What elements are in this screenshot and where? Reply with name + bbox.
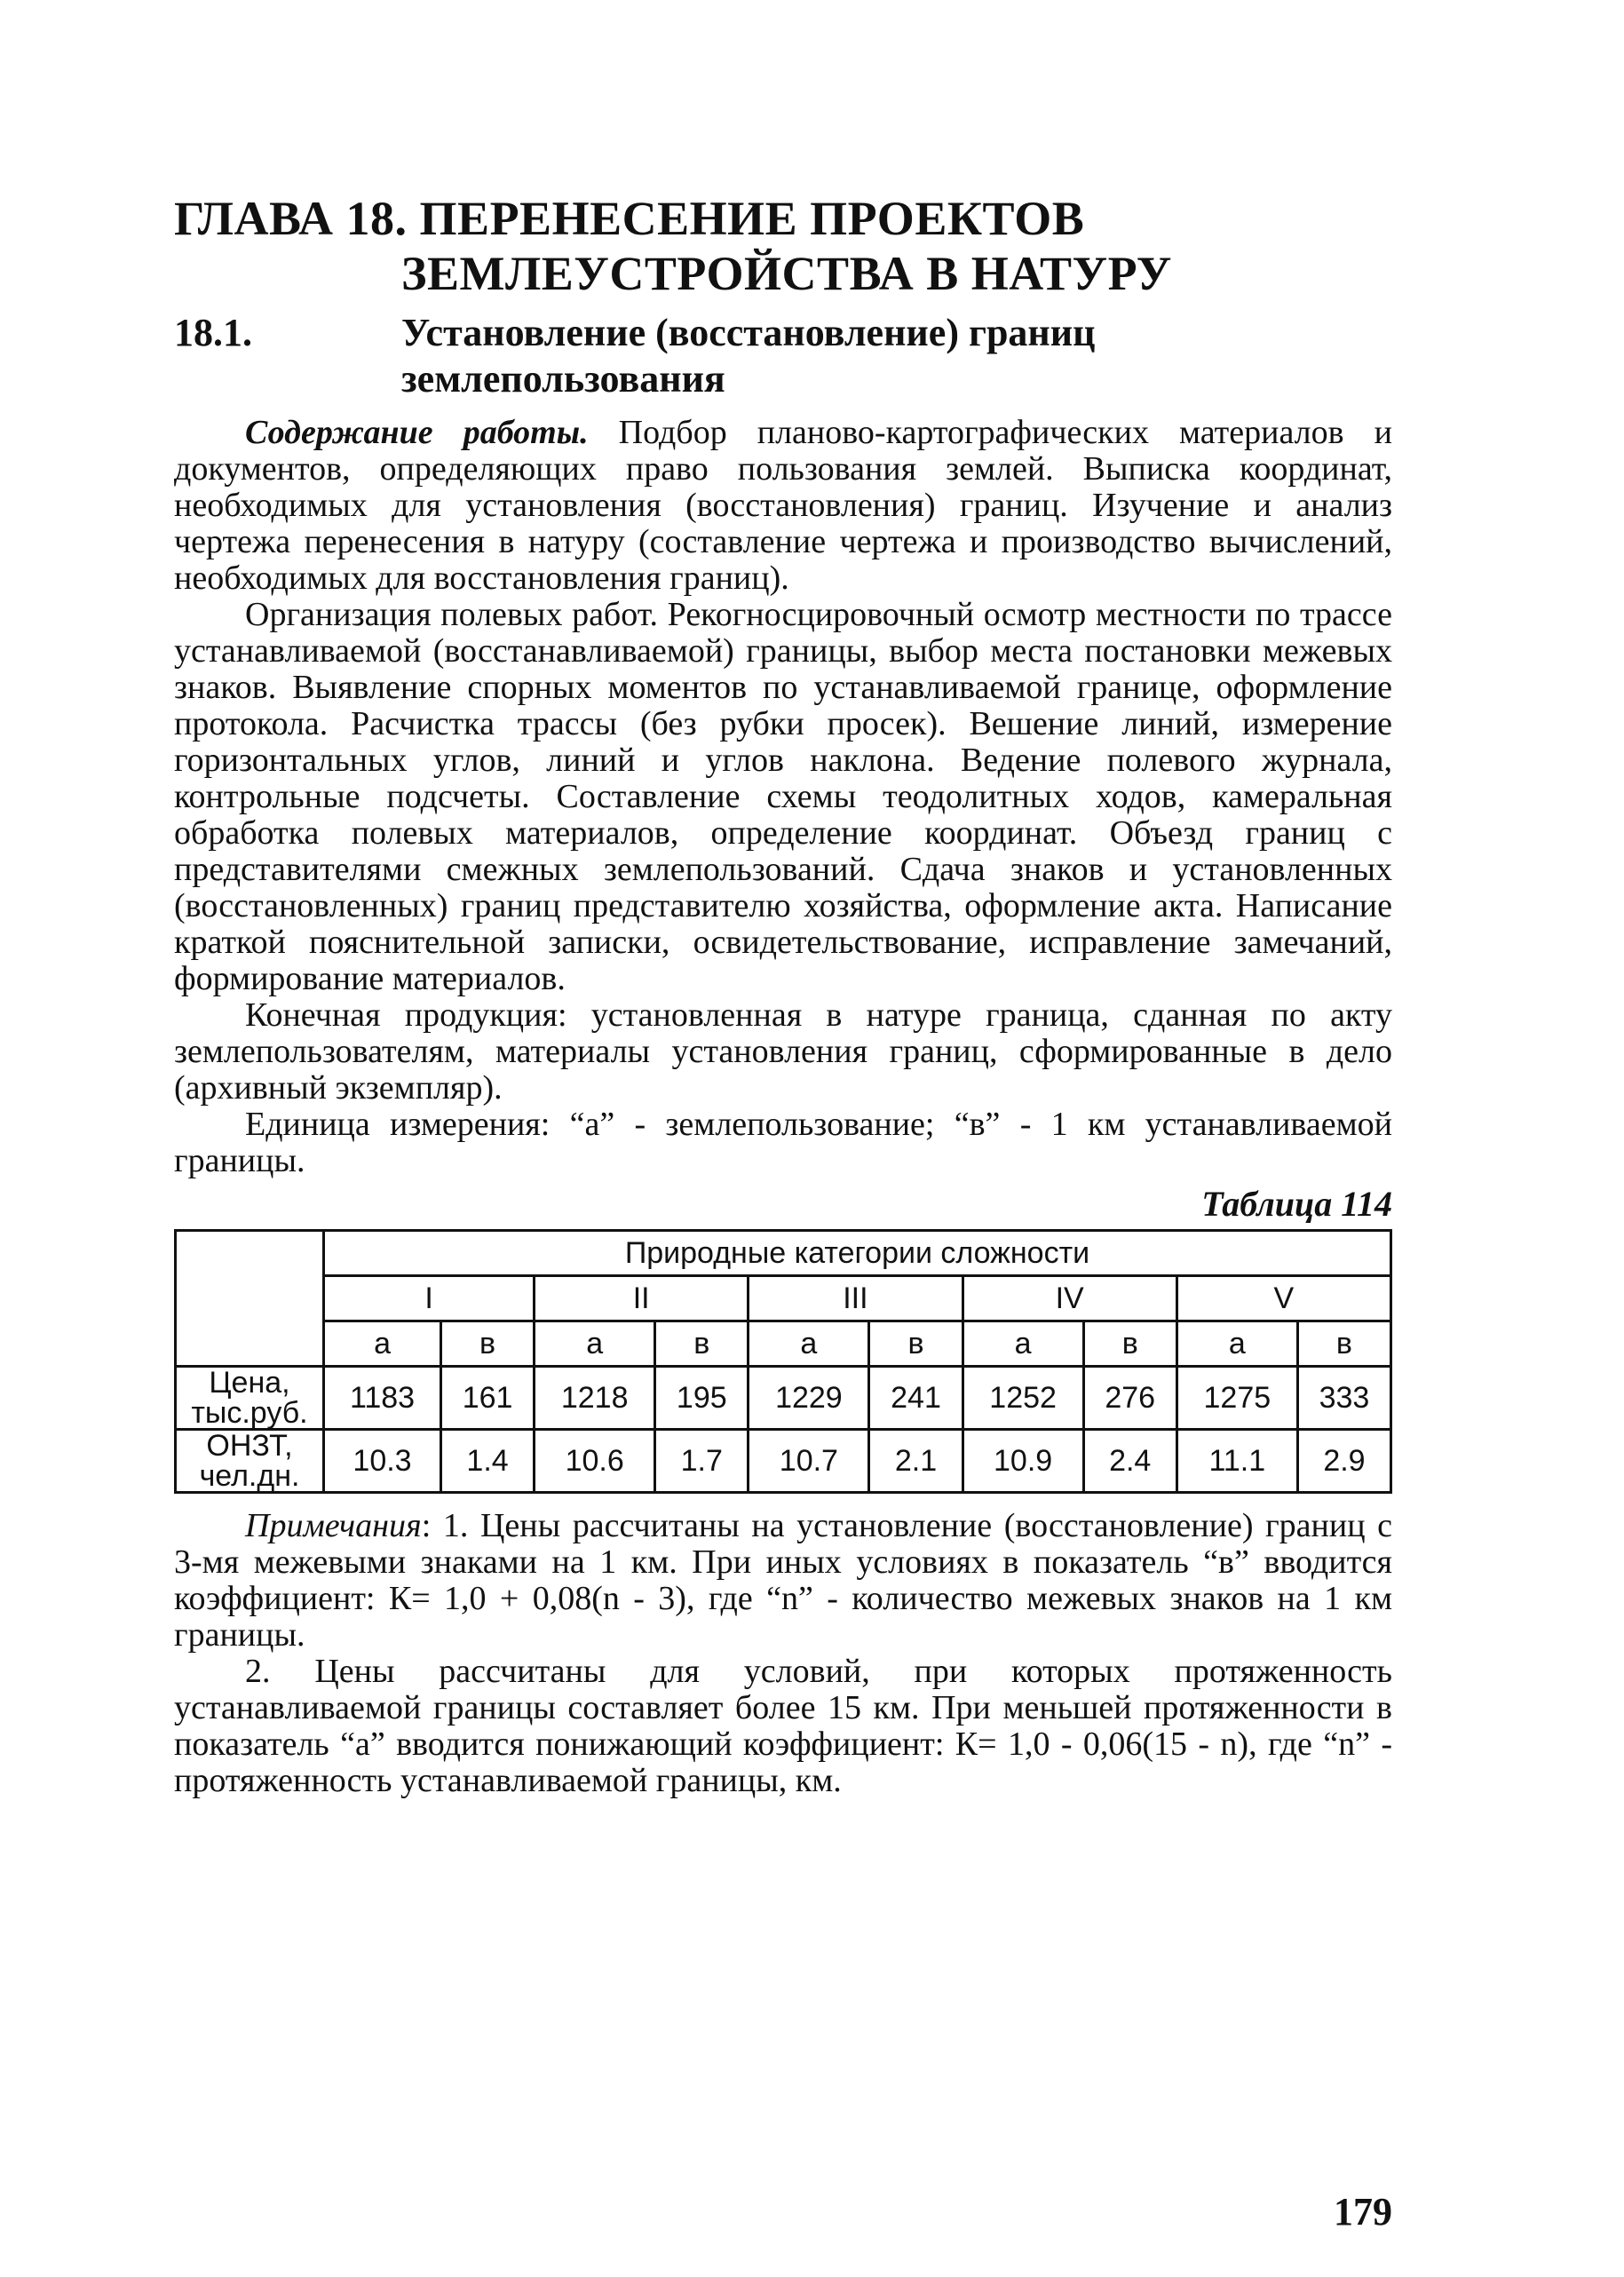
value-cell: 11.1 xyxy=(1176,1430,1297,1493)
value-cell: 1229 xyxy=(749,1367,869,1430)
table-row-labor xyxy=(176,1430,1391,1493)
paragraph-text: Подбор планово-картографических материалов и документов, определяющих право пользования землей. Выписка координат, необходимых для установления (восстановления) границ. Изучение и анализ чертежа перенесения в натуру (составление чертежа и производство вычислений, необходимых для восстановления границ). xyxy=(174,414,1392,597)
table-row-price xyxy=(176,1367,1391,1430)
value-cell: 333 xyxy=(1297,1367,1390,1430)
value-cell: 10.6 xyxy=(535,1430,655,1493)
value-cell: 10.3 xyxy=(324,1430,441,1493)
section-heading xyxy=(174,310,1392,402)
section-title: Установление (восстановление) границ землепользования xyxy=(401,311,1096,401)
value-cell: 241 xyxy=(869,1367,963,1430)
note-2: 2. Цены рассчитаны для условий, при которых протяженность устанавливаемой границы составляет более 15 км. При меньшей протяженности в показатель “а” вводится понижающий коэффициент: К= 1,0 - 0,06(15 - n), где “n” - протяженность устанавливаемой границы, км. xyxy=(174,1653,1392,1799)
value-cell: 10.7 xyxy=(749,1430,869,1493)
value-cell: 161 xyxy=(441,1367,535,1430)
value-cell: 1183 xyxy=(324,1367,441,1430)
value-cell: 2.4 xyxy=(1083,1430,1176,1493)
subcol-cell: а xyxy=(324,1321,441,1367)
value-cell: 10.9 xyxy=(963,1430,1083,1493)
subcol-cell: а xyxy=(749,1321,869,1367)
value-cell: 2.1 xyxy=(869,1430,963,1493)
notes-lead: Примечания xyxy=(245,1507,422,1544)
note-1-text: : 1. Цены рассчитаны на установление (восстановление) границ с 3-мя межевыми знаками на 1 км. При иных условиях в показатель “в” вводится коэффициент: К= 1,0 + 0,08(n - 3), где “n” - количество межевых знаков на 1 км границы. xyxy=(174,1507,1392,1654)
subcol-cell: в xyxy=(441,1321,535,1367)
category-cell: III xyxy=(749,1276,963,1321)
subcol-cell: в xyxy=(655,1321,749,1367)
value-cell: 1252 xyxy=(963,1367,1083,1430)
paragraph-unit: Единица измерения: “а” - землепользование; “в” - 1 км устанавливаемой границы. xyxy=(174,1106,1392,1179)
value-cell: 1218 xyxy=(535,1367,655,1430)
value-cell: 2.9 xyxy=(1297,1430,1390,1493)
subcol-cell: а xyxy=(535,1321,655,1367)
paragraph-lead: Содержание работы. xyxy=(245,414,589,451)
row-label: Цена, тыс.руб. xyxy=(176,1367,324,1430)
chapter-title-line1: ГЛАВА 18. ПЕРЕНЕСЕНИЕ ПРОЕКТОВ xyxy=(174,192,1085,245)
table-caption: Таблица 114 xyxy=(1201,1184,1392,1224)
price-table xyxy=(174,1229,1392,1494)
chapter-title-line2: ЗЕМЛЕУСТРОЙСТВА В НАТУРУ xyxy=(401,247,1172,300)
page-content xyxy=(174,191,1392,1799)
note-1 xyxy=(174,1508,1392,1654)
paragraph-work-content xyxy=(174,415,1392,597)
chapter-title xyxy=(174,191,1392,301)
table-header: Природные категории сложности xyxy=(324,1231,1391,1276)
category-cell: I xyxy=(324,1276,535,1321)
category-cell: IV xyxy=(963,1276,1176,1321)
subcol-cell: в xyxy=(1297,1321,1390,1367)
section-number: 18.1. xyxy=(174,311,252,354)
subcol-cell: в xyxy=(1083,1321,1176,1367)
value-cell: 276 xyxy=(1083,1367,1176,1430)
subcol-cell: в xyxy=(869,1321,963,1367)
subcol-cell: а xyxy=(963,1321,1083,1367)
subcol-cell: а xyxy=(1176,1321,1297,1367)
value-cell: 1275 xyxy=(1176,1367,1297,1430)
page-number: 179 xyxy=(1334,2190,1392,2233)
value-cell: 1.4 xyxy=(441,1430,535,1493)
category-cell: II xyxy=(535,1276,749,1321)
value-cell: 195 xyxy=(655,1367,749,1430)
table-corner-cell xyxy=(176,1231,324,1367)
value-cell: 1.7 xyxy=(655,1430,749,1493)
paragraph-final-product: Конечная продукция: установленная в натуре граница, сданная по акту землепользователям, материалы установления границ, сформированные в дело (архивный экземпляр). xyxy=(174,996,1392,1107)
category-cell: V xyxy=(1176,1276,1390,1321)
row-label: ОНЗТ, чел.дн. xyxy=(176,1430,324,1493)
paragraph-field-work: Организация полевых работ. Рекогносцировочный осмотр местности по трассе устанавливаемой (восстанавливаемой) границы, выбор места постановки межевых знаков. Выявление спорных моментов по устанавливаемой границе, оформление протокола. Расчистка трассы (без рубки просек). Вешение линий, измерение горизонтальных углов, линий и углов наклона. Ведение полевого журнала, контрольные подсчеты. Составление схемы теодолитных ходов, камеральная обработка полевых материалов, определение координат. Объезд границ с представителями смежных землепользований. Сдача знаков и установленных (восстановленных) границ представителю хозяйства, оформление акта. Написание краткой пояснительной записки, освидетельствование, исправление замечаний, формирование материалов. xyxy=(174,596,1392,997)
